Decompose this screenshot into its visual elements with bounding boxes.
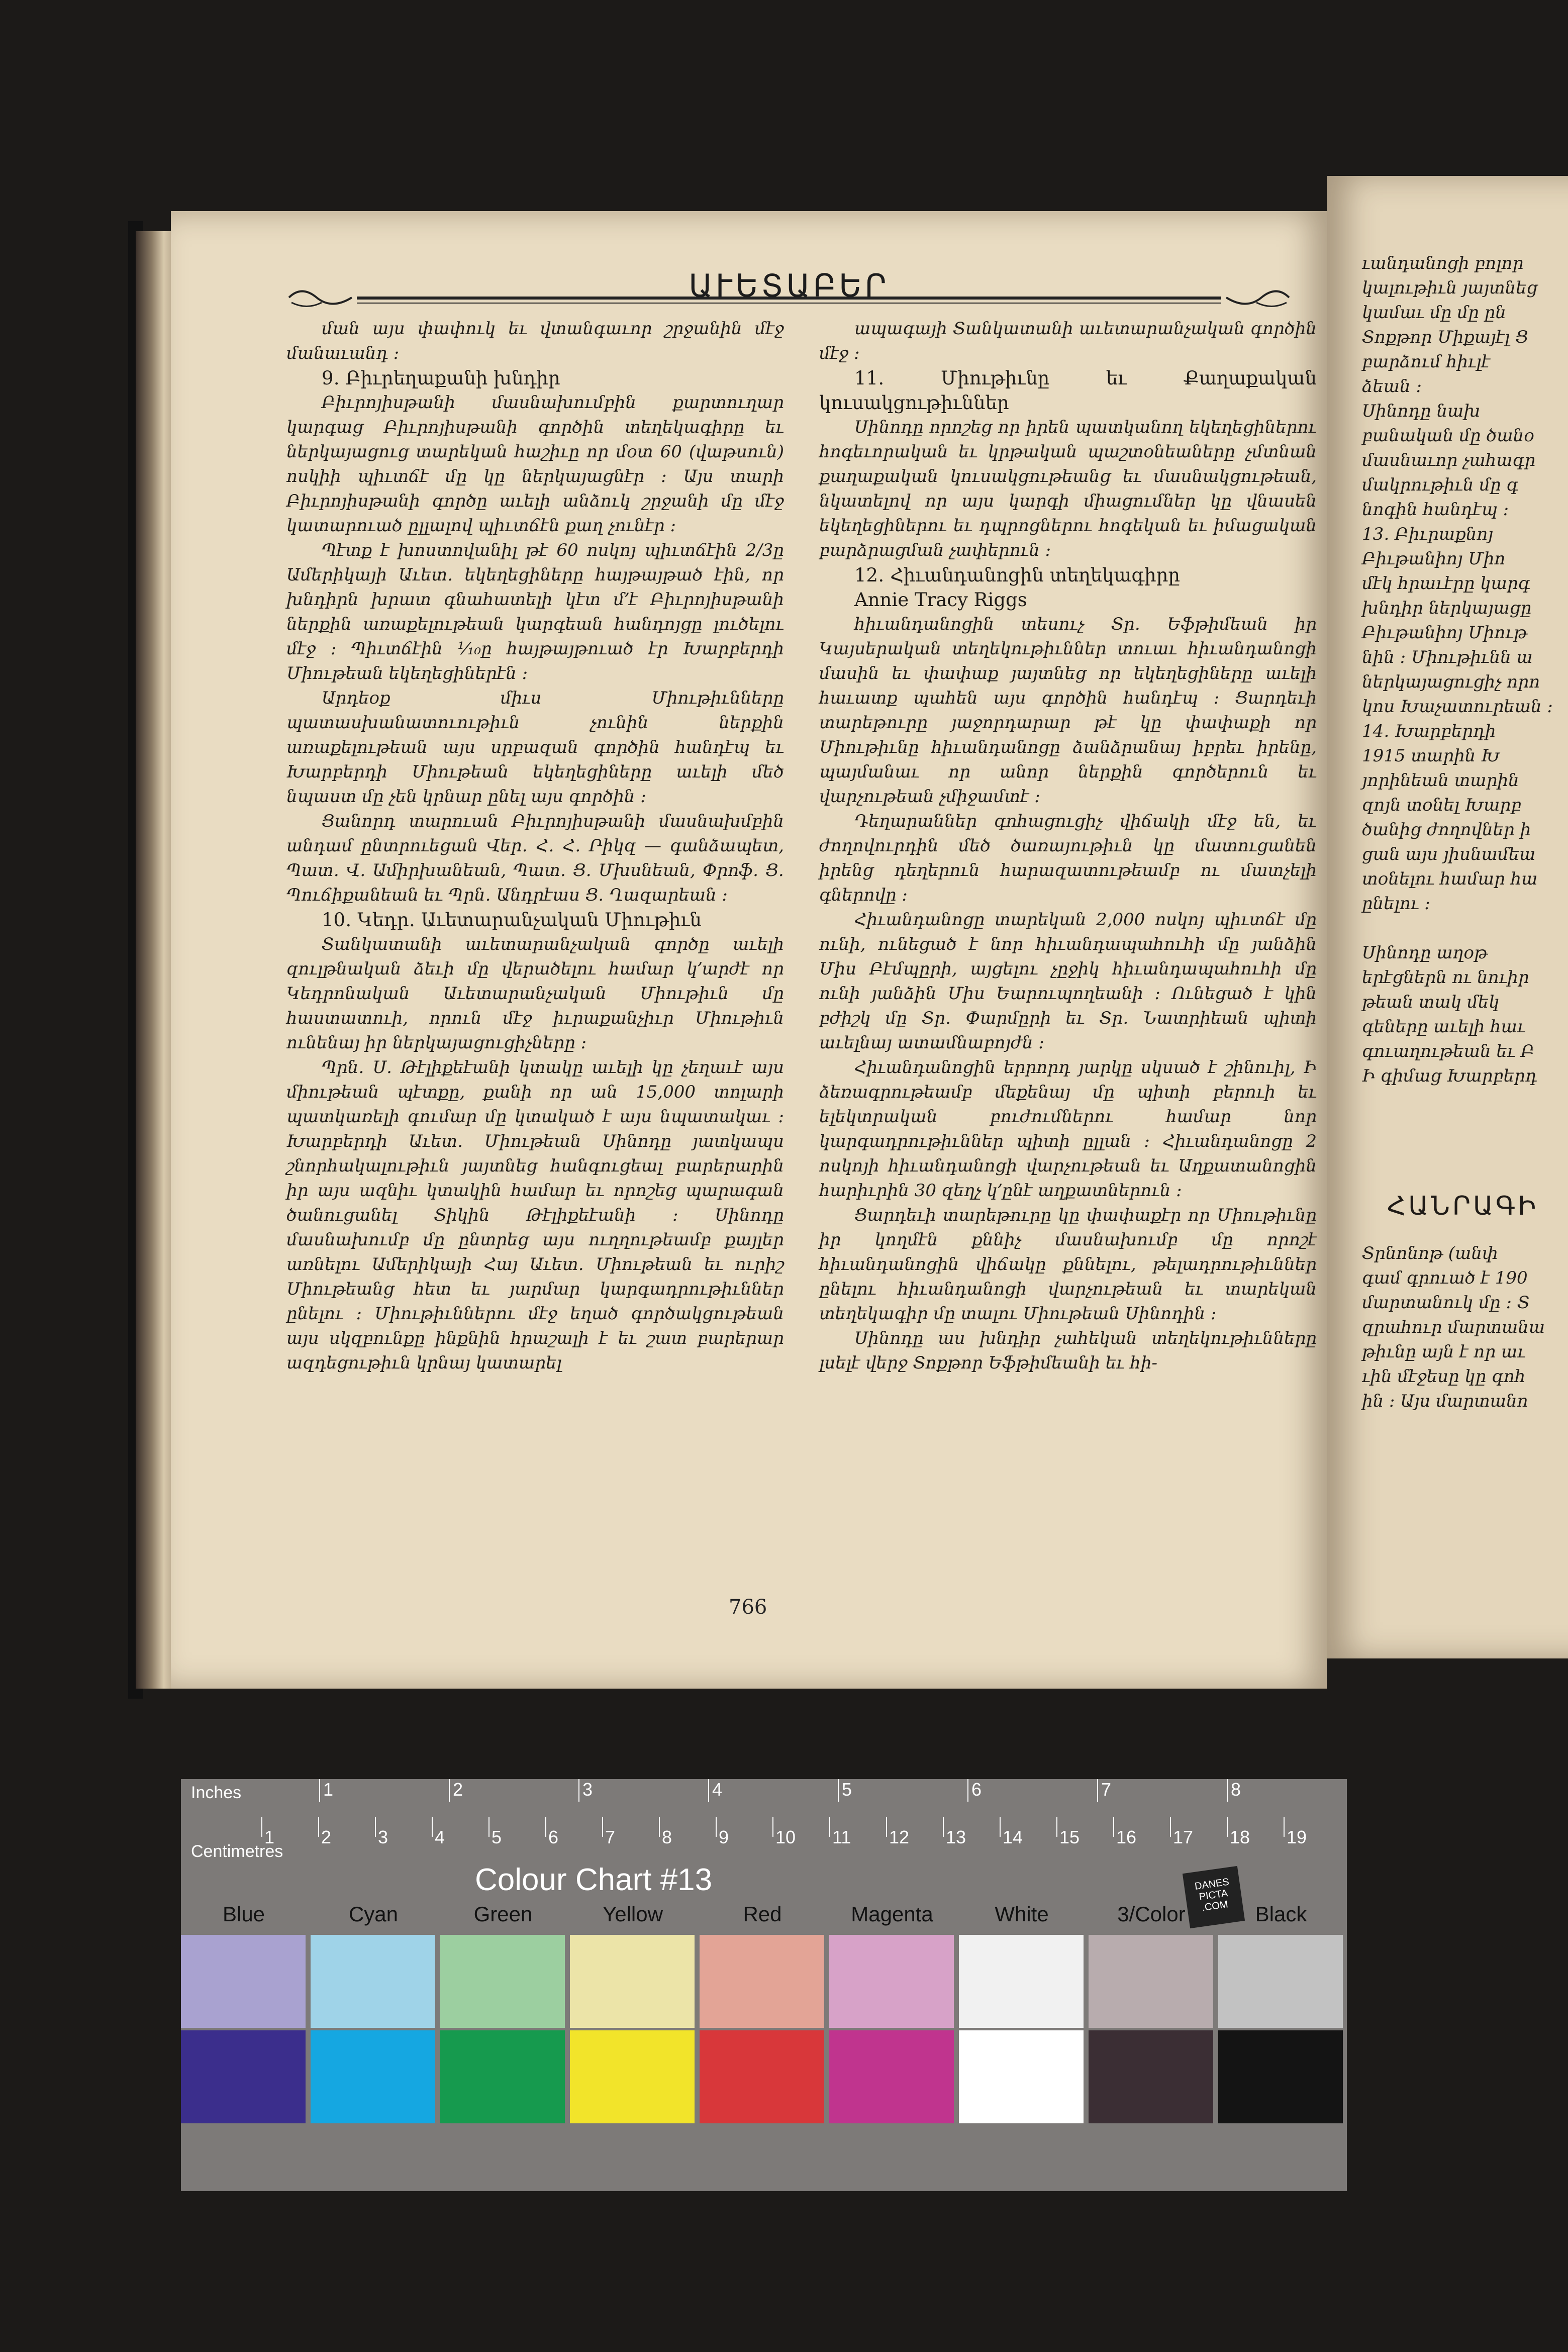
text-line: թիւնը այն է որ աւ — [1362, 1342, 1526, 1362]
header-ornament-right-icon — [1221, 282, 1292, 313]
cm-tick — [1284, 1817, 1285, 1837]
cm-tick — [772, 1817, 773, 1837]
cm-number: 6 — [548, 1827, 559, 1847]
inches-label: Inches — [191, 1783, 242, 1802]
section-title: ՀԱՆՐԱԳԻ — [1387, 1191, 1538, 1221]
inch-tick — [449, 1779, 450, 1802]
text-line: մակրութիւն մը գ — [1362, 475, 1519, 495]
section-heading: 10․ Կեդր․ Աւետարանչական Միութիւն — [322, 909, 702, 931]
section-heading: 11․ Միութիւնը եւ Քաղաքական կուսակցութիւններ — [819, 367, 1317, 414]
section-heading: 12․ Հիւանդանոցին տեղեկագիրը — [854, 564, 1181, 586]
cm-number: 14 — [1003, 1827, 1023, 1847]
text-line: խնդիր ներկայացը — [1362, 598, 1532, 618]
text-line: 14․ Խարբերդի — [1362, 721, 1496, 741]
paragraph: Պէտք է խոստովանիլ թէ 60 ոսկոյ պիւտճէին 2/3ը Ամերիկայի Աւետ․ եկեղեցիները հայթայթած էին, որ խնդիրն խրատ գնահատելի կէտ մ՚է Բիւրոյիսթանի ներքին առաքելութեան կարգեան հանդոյցը լուծելու մէջ ։ Պիւտճէին ¹⁄₁₀ը հայթայթուած էր Խարբերդի Միութեան եկեղեցիներէն ։ — [286, 540, 784, 683]
cm-tick — [943, 1817, 944, 1837]
cm-number: 3 — [378, 1827, 388, 1847]
text-line: զոյն տօնել Խարբ — [1362, 795, 1522, 815]
text-line: զրահուր մարտանա — [1362, 1317, 1545, 1337]
paragraph: ապագայի Տանկատանի աւետարանչական գործին մէջ ։ — [819, 319, 1317, 363]
cm-tick — [1113, 1817, 1114, 1837]
swatch-label: Red — [743, 1902, 782, 1926]
text-line: 13․ Բիւրաքնոյ — [1362, 524, 1493, 544]
text-line: ւանդանոցի բոլոր — [1362, 253, 1524, 273]
cm-number: 1 — [264, 1827, 275, 1847]
swatch-dark — [700, 2030, 824, 2123]
cm-tick — [659, 1817, 660, 1837]
cm-tick — [545, 1817, 546, 1837]
swatch-dark — [570, 2030, 695, 2123]
cm-number: 18 — [1230, 1827, 1250, 1847]
running-header — [286, 256, 1292, 317]
cm-number: 7 — [605, 1827, 616, 1847]
cm-number: 17 — [1173, 1827, 1194, 1847]
inch-tick — [1227, 1779, 1228, 1802]
cm-number: 11 — [832, 1827, 851, 1847]
text-line: Բիւթանիոյ Միութ — [1362, 623, 1527, 643]
text-line — [1362, 916, 1568, 941]
cm-number: 19 — [1287, 1827, 1307, 1847]
text-line: նոգին հանդէպ ։ — [1362, 500, 1509, 520]
inch-number: 2 — [453, 1779, 463, 1800]
cm-tick — [375, 1817, 376, 1837]
text-line: Սինոդը նախ — [1362, 401, 1481, 421]
inch-tick — [578, 1779, 579, 1802]
text-line: Ի գիմաց Խարբերդ — [1362, 1066, 1537, 1086]
paragraph: Հիւանդանոցը տարեկան 2,000 ոսկոյ պիւտճէ մը ունի, ունեցած է նոր հիւանդապահուհի մը յանձին Միս Բէմպըրի, այցելու չըջիկ հիւանդապահուհի մը ունի յանձին Միս Եարուպողեանի ։ Ունեցած է կին բժիշկ մը Տր․ Փարմըրի եւ Տր․ Նատրիեան պիտի աւելնայ ատամնաբոյժն ։ — [819, 910, 1317, 1053]
hospital-name: Annie Tracy Riggs — [854, 589, 1027, 611]
inch-tick — [319, 1779, 320, 1802]
left-page — [171, 211, 1327, 1689]
text-line: երէցներն ու նուիր — [1362, 967, 1529, 988]
swatch-light — [959, 1935, 1084, 2028]
text-line: մէկ հրաւէրը կարգ — [1362, 573, 1530, 594]
inch-number: 7 — [1101, 1779, 1112, 1800]
text-line: մարտանուկ մը ։ Տ — [1362, 1293, 1530, 1313]
inch-tick — [708, 1779, 709, 1802]
swatch-dark — [1089, 2030, 1213, 2123]
swatch-label: 3/Color — [1117, 1902, 1186, 1926]
cm-number: 16 — [1116, 1827, 1137, 1847]
paragraph: Հիւանդանոցին երրորդ յարկը սկսած է շինուիլ, Ի ձեռագրութեամբ մեքենայ մը պիտի բերուի եւ ելեկտրական բուժումներու համար նոր կարգադրութիւններ պիտի ըլլան ։ Հիւանդանոցը 2 ոսկոյի հիւանդանոցի վարչութեան եւ Աղքատանոցին հարիւրին 30 զեղչ կ՚ընէ աղքատներուն ։ — [819, 1057, 1317, 1201]
swatch-light — [181, 1935, 306, 2028]
paragraph: Ցարդեւի տարեթուրը կը փափաքէր որ Միութիւնը իր կողմէն քննիչ մասնախումբ մը որոշէ հիւանդանոցին վիճակը քննելու, թելադրութիւններ ընելու հիւանդանոցի վարչութեան եւ տարեկան տեղեկագիր մը տալու Միութեան Սինոդին ։ — [819, 1205, 1317, 1324]
paragraph: Պրն․ Ս․ Թէլիքեէանի կտակը աւելի կը չեղաւէ այս միութեան պէտքը, քանի որ ան 15,000 տոլարի պատկառելի գումար մը կտակած է այս նպատակաւ ։ Խարբերդի Աւետ․ Միութեան Սինոդը յատկապս շնորհակալութիւն յայտնեց հանգուցեալ բարերարին իր այս ազնիւ կտակին համար եւ որոշեց պարագան ծանուցանել Տիկին Թէլիքեէանի ։ Սինոդը մասնախումբ մը ընտրեց այս ուղղութեամբ քայլեր առնելու Ամերիկայի Հայ Աւետ․ Միութեան եւ ուրիշ Միութեանց հետ եւ յարմար կարգադրութիւններ ընելու ։ Միութիւններու մէջ եղած գործակցութեան այս սկզբունքը ինքնին հրաշալի է եւ շատ բարերար ազդեցութիւն կրնայ կատարել — [286, 1057, 784, 1373]
cm-tick — [318, 1817, 319, 1837]
page-title: ԱՒԵՏԱԲԵՐ — [689, 267, 890, 304]
text-line: ին ։ Այս մարտանո — [1362, 1391, 1528, 1411]
paragraph: Տանկատանի աւետարանչական գործը աւելի զուլթնական ձեւի մը վերածելու համար կ՚արժէ որ Կեդրոնական Աւետարանչական Միութիւն մը հաստատուի, որուն մէջ իւրաքանչիւր Միութիւն ունենայ իր ներկայացուցիչները ։ — [286, 934, 784, 1053]
danes-picta-logo: DANES PICTA .COM — [1183, 1866, 1245, 1928]
text-line: կալութիւն յայտնեց — [1362, 278, 1538, 298]
swatch-dark — [311, 2030, 435, 2123]
cm-number: 4 — [435, 1827, 445, 1847]
swatch-light — [1218, 1935, 1343, 2028]
swatch-dark — [959, 2030, 1084, 2123]
text-line: Բիւթանիոյ Միո — [1362, 549, 1506, 569]
swatch-label: White — [995, 1902, 1049, 1926]
text-line: կոս Խաչատուրեան ։ — [1362, 697, 1553, 717]
swatch-light — [311, 1935, 435, 2028]
text-line: մասնաւոր չահագր — [1362, 450, 1536, 470]
paragraph: Սինոդը որոշեց որ իրեն պատկանող եկեղեցիներու հոգեւորական եւ կրթական պաշտօնեաները չմտնան քաղաքական կուսակցութեանց եւ մասնակցութեան, նկատելով որ այս կարգի միացումներ կը վնասեն եկեղեցիներու եւ դպրոցներու հոգեկան եւ իմացական բարձրացման չափերուն ։ — [819, 417, 1317, 560]
right-page-text — [1362, 251, 1568, 1089]
swatch-label: Magenta — [851, 1902, 933, 1926]
text-line: բարձում հիւլէ — [1362, 352, 1491, 372]
cm-number: 9 — [719, 1827, 729, 1847]
inch-number: 3 — [582, 1779, 593, 1800]
text-column-left — [286, 317, 784, 1376]
swatch-dark — [829, 2030, 954, 2123]
cm-tick — [1000, 1817, 1001, 1837]
cm-tick — [488, 1817, 489, 1837]
text-line: ծանից ժողովներ ի — [1362, 820, 1531, 840]
cm-tick — [716, 1817, 717, 1837]
swatch-light — [440, 1935, 565, 2028]
inch-number: 1 — [323, 1779, 334, 1800]
cm-number: 15 — [1059, 1827, 1080, 1847]
cm-tick — [261, 1817, 262, 1837]
swatch-light — [1089, 1935, 1213, 2028]
centimetres-label: Centimetres — [191, 1842, 283, 1861]
inch-tick — [967, 1779, 968, 1802]
swatch-dark — [1218, 2030, 1343, 2123]
cm-number: 8 — [662, 1827, 672, 1847]
cm-number: 5 — [492, 1827, 502, 1847]
right-page — [1327, 176, 1568, 1658]
paragraph: ման այս փափուկ եւ վտանգաւոր շրջանին մէջ մանաւանդ ։ — [286, 319, 784, 363]
paragraph: Ցանորդ տարուան Բիւրոյիսթանի մասնախմբին անդամ ընտրուեցան Վեր․ Հ․ Հ․ Րիկզ — գանձապետ, Պատ․ Վ․ Ամիրխանեան, Պատ․ Ց․ Մխսնեան, Փրոֆ․ Ց․ Պուճիքանեան եւ Պրն․ Անդրէաս Ց․ Ղազարեան ։ — [286, 811, 784, 905]
inch-number: 8 — [1231, 1779, 1241, 1800]
text-line: գեները աւելի հաւ — [1362, 1017, 1526, 1037]
page-number: 766 — [729, 1596, 767, 1619]
cm-number: 12 — [889, 1827, 910, 1847]
text-line: բանական մը ծանօ — [1362, 426, 1534, 446]
paragraph: Արդեօք միւս Միութիւնները պատասխանատուութիւն չունին ներքին առաքելութեան այս սրբազան գործին հանդէպ եւ Խարբերդի Միութեան եկեղեցիները աւելի մեծ նպաստ մը չեն կրնար ընել այս գործին ։ — [286, 688, 784, 807]
text-line: ձեան ։ — [1362, 376, 1422, 397]
cm-tick — [432, 1817, 433, 1837]
text-line: նին ։ Միութիւնն ա — [1362, 647, 1533, 667]
cm-number: 10 — [775, 1827, 796, 1847]
swatch-label: Blue — [222, 1902, 265, 1926]
swatch-label: Green — [473, 1902, 533, 1926]
text-line: ընելու ։ — [1362, 894, 1430, 914]
text-line: Տոքթոր Միքայէլ Ց — [1362, 327, 1528, 347]
swatch-label: Black — [1255, 1902, 1307, 1926]
cm-number: 13 — [946, 1827, 966, 1847]
text-line: գամ գրուած է 190 — [1362, 1268, 1528, 1288]
text-line: տօնելու համար հա — [1362, 869, 1538, 889]
paragraph: Դեղարաններ գոհացուցիչ վիճակի մէջ են, եւ ժողովուրդին մեծ ծառայութիւն կը մատուցանեն իրենց դեղերուն հարազատութեամբ ու մատչելի գներովը ։ — [819, 811, 1317, 905]
swatch-dark — [181, 2030, 306, 2123]
swatch-label: Cyan — [348, 1902, 399, 1926]
paragraph: Սինոդը աս խնդիր չահեկան տեղեկութիւնները լսելէ վերջ Տոքթոր Եֆթիմեանի եւ հի- — [819, 1328, 1317, 1373]
ruler — [231, 1779, 1337, 1847]
inch-tick — [1097, 1779, 1098, 1802]
cm-number: 2 — [321, 1827, 332, 1847]
paragraph: Բիւրոյիսթանի մասնախումբին քարտուղար կարգաց Բիւրոյիսթանի գործին տեղեկագիրը եւ ներկայացուց տարեկան հաշիւը որ մօտ 60 (վաթսուն) ոսկիի պիւտճէ մը կը ներկայացնէր ։ Այս տարի Բիւրոյիսթանի գործը աւելի անձուկ շրջանի մը մէջ կատարուած ըլլալով պիւտճէն քաղ չունէր ։ — [286, 393, 784, 536]
text-line: կամաւ մը մը ըն — [1362, 303, 1506, 323]
text-line: թեան տակ մեկ — [1362, 992, 1500, 1012]
cm-tick — [829, 1817, 830, 1837]
cm-tick — [1170, 1817, 1171, 1837]
section-heading: 9․ Բիւրեղաքանի խնդիր — [322, 367, 560, 389]
swatch-label: Yellow — [603, 1902, 663, 1926]
text-line: ւին մէջեսը կը գոհ — [1362, 1366, 1526, 1387]
text-line: ցան այս յիսնամեա — [1362, 844, 1536, 864]
colour-chart — [181, 1779, 1347, 2191]
inch-tick — [838, 1779, 839, 1802]
chart-title: Colour Chart #13 — [475, 1863, 713, 1897]
text-line: յորինեան տարին — [1362, 770, 1519, 791]
text-line: Տրնոնոթ (անփ — [1362, 1243, 1498, 1263]
cm-tick — [1227, 1817, 1228, 1837]
text-line: ներկայացուցիչ որո — [1362, 672, 1540, 692]
text-line: 1915 տարին Խ — [1362, 746, 1500, 766]
swatch-dark — [440, 2030, 565, 2123]
cm-tick — [602, 1817, 603, 1837]
cm-tick — [1056, 1817, 1057, 1837]
inch-number: 6 — [971, 1779, 982, 1800]
text-column-right — [819, 317, 1317, 1376]
right-page-text-2 — [1362, 1241, 1568, 1414]
page-edges — [136, 231, 176, 1689]
text-line: Սինոդը աղօթ — [1362, 943, 1488, 963]
swatch-light — [829, 1935, 954, 2028]
inch-number: 5 — [842, 1779, 852, 1800]
swatch-light — [570, 1935, 695, 2028]
text-line: գուաղութեան եւ Բ — [1362, 1041, 1535, 1061]
swatch-light — [700, 1935, 824, 2028]
cm-tick — [886, 1817, 887, 1837]
inch-number: 4 — [712, 1779, 723, 1800]
paragraph: հիւանդանոցին տեսուչ Տր․ Եֆթիմեան իր Կայսերական տեղեկութիւններ տուաւ հիւանդանոցի մասին եւ փափաք յայտնեց որ եկեղեցիները աւելի հաւատք պահեն այս գործին հանդէպ ։ Ցարդեւի տարեթուրը յաջորդարար թէ կը փափաքի որ Միութիւնը հիւանդանոցը ձանձրանայ իբրեւ իրենը, պայմանաւ որ անոր ներքին գործերուն եւ վարչութեան չմիջամտէ ։ — [819, 614, 1317, 807]
